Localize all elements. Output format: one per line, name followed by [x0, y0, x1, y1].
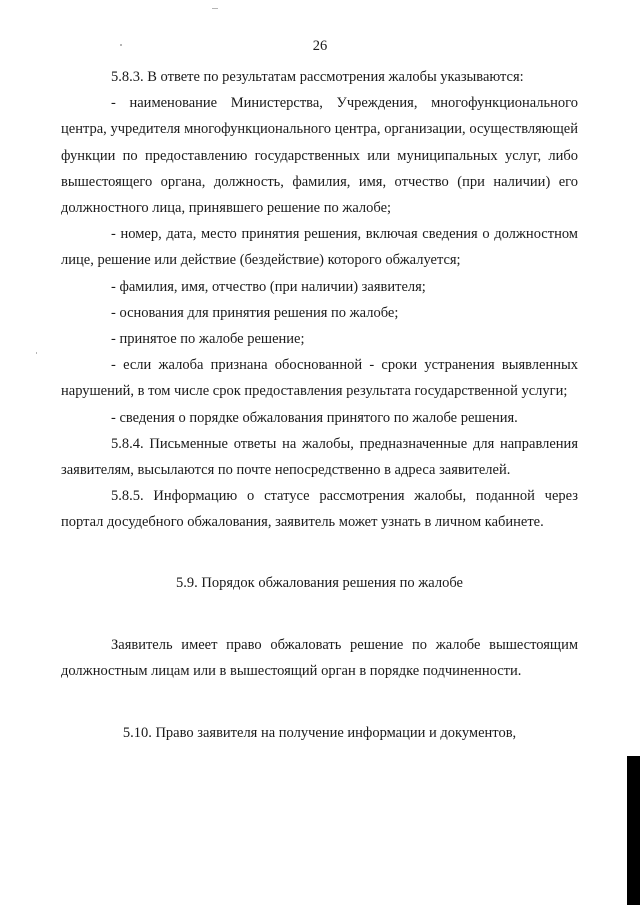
- paragraph-5-8-3: 5.8.3. В ответе по результатам рассмотрения жалобы указываются:: [111, 69, 524, 85]
- document-body: [61, 64, 578, 746]
- paragraph-5-8-5: 5.8.5. Информацию о статусе рассмотрения жалобы, поданной через портал досудебного обжалования, заявитель может узнать в личном кабинете.: [61, 488, 578, 531]
- paragraph-decision: - принятое по жалобе решение;: [111, 331, 305, 348]
- scan-edge-bar: [627, 756, 640, 905]
- section-heading-5-10: 5.10. Право заявителя на получение информации и документов,: [122, 725, 517, 742]
- scan-speck: [120, 44, 122, 46]
- paragraph-grounds: - основания для принятия решения по жалобе;: [111, 304, 399, 321]
- section-heading-5-9: 5.9. Порядок обжалования решения по жалобе: [176, 574, 463, 591]
- page-number: 26: [312, 38, 328, 54]
- paragraph-5-8-4: 5.8.4. Письменные ответы на жалобы, предназначенные для направления заявителям, высылаются по почте непосредственно в адреса заявителей.: [61, 435, 578, 479]
- scan-speck: [36, 352, 37, 354]
- paragraph-ministry-name: - наименование Министерства, Учреждения, многофункционального центра, учредителя многофункционального центра, организации, осуществляющей функции по предоставлению государственных или муниципальных услуг, либо вышестоящего органа, должность, фамилия, имя, отчество (при наличии) его должностного лица, принявшего решение по жалобе;: [61, 95, 578, 217]
- paragraph-applicant-name: - фамилия, имя, отчество (при наличии) заявителя;: [111, 278, 426, 295]
- paragraph-appeal-procedure: - сведения о порядке обжалования принятого по жалобе решения.: [111, 409, 518, 426]
- paragraph-justified-complaint: - если жалоба признана обоснованной - сроки устранения выявленных нарушений, в том числе срок предоставления результата государственной услуги;: [61, 357, 578, 400]
- scan-speck: [212, 8, 218, 9]
- paragraph-decision-details: - номер, дата, место принятия решения, включая сведения о должностном лице, решение или действие (бездействие) которого обжалуется;: [61, 226, 578, 269]
- paragraph-5-9: Заявитель имеет право обжаловать решение по жалобе вышестоящим должностным лицам или в вышестоящий орган в порядке подчиненности.: [61, 636, 578, 680]
